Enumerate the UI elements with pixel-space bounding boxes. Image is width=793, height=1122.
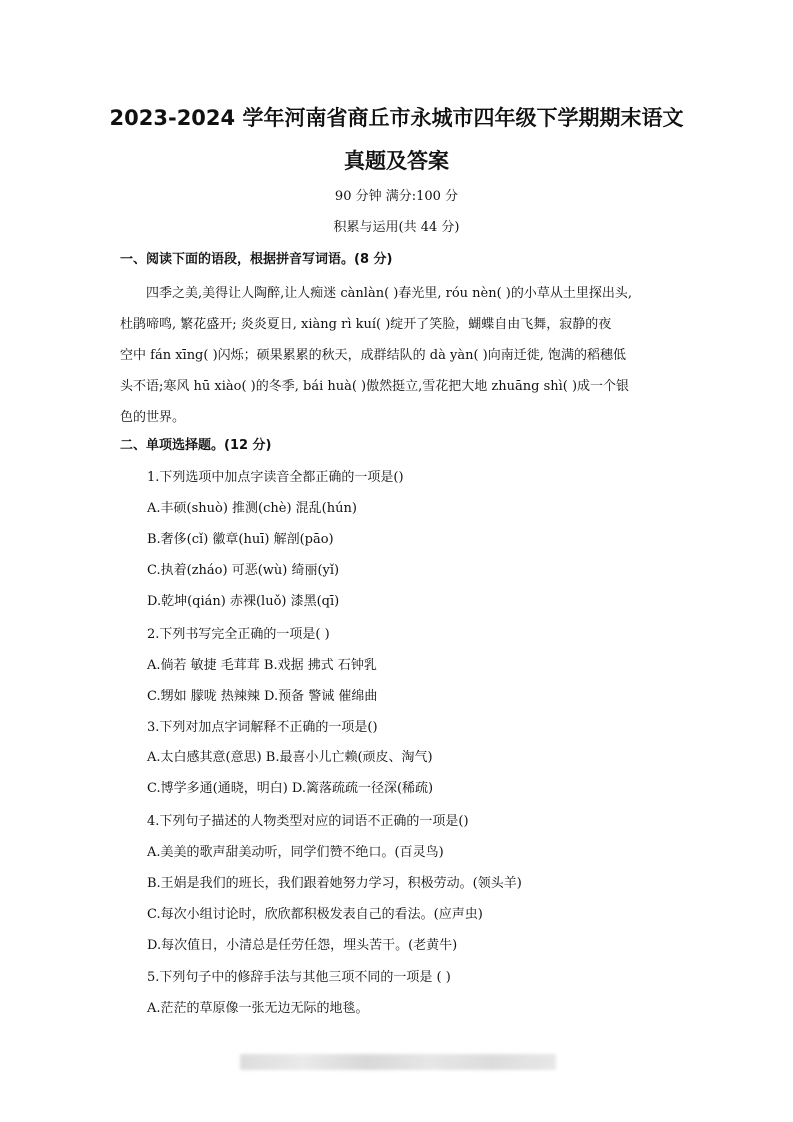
- option-line: A.丰硕(shuò) 推测(chè) 混乱(hún): [147, 501, 357, 516]
- question-line: 1.下列选项中加点字读音全都正确的一项是(): [147, 470, 404, 485]
- passage-line: 杜鹃啼鸣, 繁花盛开; 炎炎夏日, xiàng rì kuí( )绽开了笑脸，蝴蝶自由飞舞，寂静的夜: [120, 317, 612, 332]
- document-title-line-2: 真题及答案: [344, 149, 449, 173]
- option-line: A.倘若 敏捷 毛茸茸 B.戏据 拂式 石钟乳: [147, 658, 377, 673]
- option-line: D.每次值日，小清总是任劳任怨，埋头苦干。(老黄牛): [147, 938, 458, 953]
- option-line: A.太白感其意(意思) B.最喜小儿亡赖(顽皮、淘气): [147, 750, 433, 765]
- option-line: C.每次小组讨论时，欣欣都积极发表自己的看法。(应声虫): [147, 907, 483, 922]
- option-line: D.乾坤(qián) 赤裸(luǒ) 漆黑(qī): [147, 594, 340, 609]
- section-label: 积累与运用(共 44 分): [333, 220, 460, 235]
- passage-line: 色的世界。: [120, 410, 186, 425]
- option-line: B.奢侈(cǐ) 徽章(huī) 解剖(pāo): [147, 532, 334, 547]
- option-line: A.茫茫的草原像一张无边无际的地毯。: [147, 1001, 369, 1016]
- option-line: B.王娟是我们的班长，我们跟着她努力学习，积极劳动。(领头羊): [147, 876, 522, 891]
- question-line: 3.下列对加点字词解释不正确的一项是(): [147, 720, 378, 735]
- question-line: 2.下列书写完全正确的一项是( ): [147, 627, 330, 642]
- option-line: A.美美的歌声甜美动听，同学们赞不绝口。(百灵鸟): [147, 845, 444, 860]
- document-title-line-1: 2023-2024 学年河南省商丘市永城市四年级下学期期末语文: [109, 106, 684, 130]
- option-line: C.博学多通(通晓，明白) D.篱落疏疏一径深(稀疏): [147, 781, 434, 796]
- part2-heading: 二、单项选择题。(12 分): [120, 438, 272, 453]
- question-line: 5.下列句子中的修辞手法与其他三项不同的一项是 ( ): [147, 970, 451, 985]
- question-line: 4.下列句子描述的人物类型对应的词语不正确的一项是(): [147, 814, 469, 829]
- passage-line: 空中 fán xīng( )闪烁；硕果累累的秋天，成群结队的 dà yàn( )向南迁徙, 饱满的稻穗低: [120, 348, 627, 363]
- blurred-footer-watermark: [240, 1054, 556, 1070]
- part1-heading: 一、阅读下面的语段，根据拼音写词语。(8 分): [120, 252, 393, 267]
- pinyin-passage: [120, 278, 673, 433]
- option-line: C.甥如 朦咙 热辣辣 D.预备 警诫 催绵曲: [147, 689, 378, 704]
- passage-line: 头不语;寒风 hū xiào( )的冬季, bái huà( )傲然挺立,雪花把大地 zhuāng shì( )成一个银: [120, 379, 630, 394]
- exam-info: 90 分钟 满分:100 分: [334, 189, 459, 204]
- passage-line: 四季之美,美得让人陶醉,让人痴迷 cànlàn( )春光里, róu nèn( )的小草从土里探出头,: [146, 286, 633, 301]
- option-line: C.执着(zháo) 可恶(wù) 绮丽(yǐ): [147, 563, 340, 578]
